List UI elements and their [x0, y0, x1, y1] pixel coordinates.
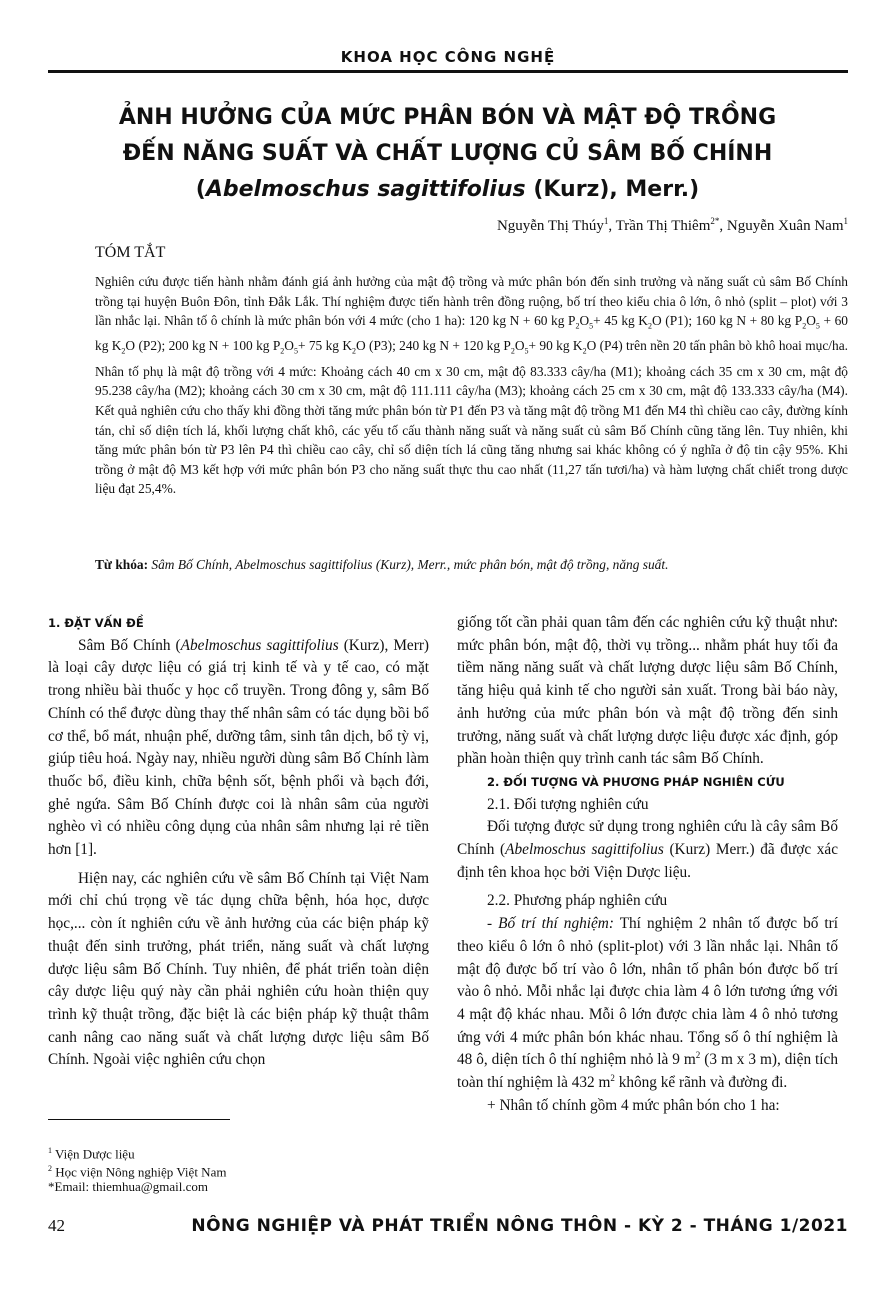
- intro-paragraph-3: giống tốt cần phải quan tâm đến các nghiên cứu kỹ thuật như: mức phân bón, mật độ, thời vụ trồng... nhằm phát huy tối đa tiềm năng năng suất và chất lượng dược liệu sâm Bố Chính, tăng hiệu quả kinh tế cho người sản xuất. Trong bài báo này, ảnh hưởng của mức phân bón và mật độ trồng đến sinh trưởng, năng suất và chất lượng dược liệu được xác định, góp phần hoàn thiện quy trình canh tác sâm Bố Chính.: [457, 614, 838, 768]
- materials-paragraph: Đối tượng được sử dụng trong nghiên cứu là cây sâm Bố Chính (Abelmoschus sagittifolius (Kurz) Merr.) đã được xác định tên khoa học bởi Viện Dược liệu.: [457, 818, 838, 881]
- section-header: KHOA HỌC CÔNG NGHỆ: [340, 48, 556, 66]
- left-column: [48, 612, 429, 1072]
- author-list: Nguyễn Thị Thúy$^1$, Trần Thị Thiêm$^{2*}$, Nguyễn Xuân Nam$^1$: [496, 216, 848, 234]
- abstract-text: Nghiên cứu được tiến hành nhằm đánh giá ảnh hưởng của mật độ trồng và mức phân bón đến sinh trưởng và năng suất củ sâm Bố Chính trồng tại huyện Buôn Đôn, tỉnh Đắk Lắk. Thí nghiệm được tiến hành trên đồng ruộng, bố trí theo kiểu chia ô lớn, ô nhỏ (split – plot) với 3 lần nhắc lại. Nhân tố ô chính là mức phân bón với 4 mức (cho 1 ha): 120 kg N + 60 kg $P_2O_5+ 45$ kg $K_2O$ (P1); 160 kg N + 80 kg $P_2O_5 + 60$ kg $K_2O$ (P2); 200 kg N + 100 kg $P_2O_5+ 75$ kg $K_2O$ (P3); 240 kg N + 120 kg $P_2O_5+ 90$ kg $K_2O$ (P4) trên nền 20 tấn phân bò khô hoai mục/ha. Nhân tố phụ là mật độ trồng với 4 mức: Khoảng cách 40 cm x 30 cm, mật độ 83.333 cây/ha (M1); khoảng cách 35 cm x 30 cm, mật độ 95.238 cây/ha (M2); khoảng cách 30 cm x 30 cm, mật độ 111.111 cây/ha (M3); khoảng cách 25 cm x 30 cm, mật độ 133.333 cây/ha (M4). Kết quả nghiên cứu cho thấy khi đồng thời tăng mức phân bón từ P1 đến P3 và tăng mật độ trồng M1 đến M4 thì chiều cao cây, đường kính tán, chỉ số diện tích lá, khối lượng chất khô, các yếu tố cấu thành năng suất và năng suất củ sâm Bố Chính cũng tăng lên. Tuy nhiên, khi tăng mức phân bón từ P3 lên P4 thì chiều cao cây, chỉ số diện tích lá cũng tăng nhưng sai khác không có ý nghĩa ở độ tin cậy 95%. Khi trồng ở mật độ M3 kết hợp với mức phân bón P3 cho năng suất thực thu cao nhất (11,27 tấn tươi/ha) và hàm lượng chất chiết trong dược liệu đạt 25,4%.: [95, 274, 849, 497]
- page-number: 42: [48, 1216, 65, 1235]
- keywords-label: Từ khóa:: [95, 557, 149, 572]
- footnote-2: $^2$ Học viện Nông nghiệp Việt Nam: [48, 1164, 227, 1180]
- design-paragraph: - Bố trí thí nghiệm: Thí nghiệm 2 nhân tố được bố trí theo kiểu ô lớn ô nhỏ (split-plot) với 3 lần nhắc lại. Nhân tố mật độ được bố trí vào ô lớn, nhân tố phân bón được bố trí vào ô nhỏ. Mỗi nhắc lại được chia làm 4 ô lớn tương ứng với 4 mật độ khác nhau. Mỗi ô lớn được chia làm 4 ô nhỏ tương ứng với 4 mức phân bón khác nhau. Tổng số ô thí nghiệm là 48 ô, diện tích ô thí nghiệm nhỏ là 9 $m^2$ (3 m x 3 m), diện tích toàn thí nghiệm là 432 $m^2$ không kể rãnh và đường đi.: [457, 915, 838, 1092]
- fertilizer-paragraph: + Nhân tố chính gồm 4 mức phân bón cho 1 ha:: [487, 1096, 780, 1114]
- journal-footer: NÔNG NGHIỆP VÀ PHÁT TRIỂN NÔNG THÔN - KỲ 2 - THÁNG 1/2021: [191, 1216, 848, 1236]
- author-2: Trần Thị Thiêm: [615, 218, 711, 234]
- keywords: [95, 557, 848, 573]
- footnote-1: $^1$ Viện Dược liệu: [48, 1146, 135, 1162]
- title-species: Abelmoschus sagittifolius: [205, 177, 526, 202]
- right-column: [457, 612, 838, 1117]
- heading-introduction: 1. ĐẶT VẤN ĐỀ: [48, 616, 144, 630]
- intro-paragraph-2: Hiện nay, các nghiên cứu về sâm Bố Chính tại Việt Nam mới chỉ chú trọng về tác dụng chữa bệnh, hóa học, dược học,... còn ít nghiên cứu về ảnh hưởng của các biện pháp kỹ thuật đến sinh trưởng, phát triển, năng suất và chất lượng dược liệu sâm Bố Chính. Tuy nhiên, để phát triển toàn diện cây dược liệu quý này cần phải nghiên cứu hoàn thiện quy trình kỹ thuật trồng, đặc biệt là các biện pháp kỹ thuật thâm canh nâng cao năng suất và chất lượng dược liệu sâm Bố Chính. Ngoài việc nghiên cứu chọn: [48, 869, 429, 1069]
- footnote-rule: [48, 1119, 230, 1120]
- author-3: Nguyễn Xuân Nam: [726, 218, 844, 234]
- heading-methods: 2. ĐỐI TƯỢNG VÀ PHƯƠNG PHÁP NGHIÊN CỨU: [487, 774, 785, 789]
- author-1: Nguyễn Thị Thúy: [496, 218, 604, 234]
- keywords-text: Sâm Bố Chính, Abelmoschus sagittifolius (Kurz), Merr., mức phân bón, mật độ trồng, năng suất.: [148, 557, 669, 572]
- abstract-heading: TÓM TẮT: [95, 244, 166, 261]
- intro-paragraph-1: Sâm Bố Chính (Abelmoschus sagittifolius (Kurz), Merr) là loại cây dược liệu có giá trị kinh tế và y tế cao, có mặt trong nhiều bài thuốc y học cổ truyền. Trong đông y, sâm Bố Chính có thể được dùng thay thế nhân sâm có tác dụng bồi bổ cơ thể, bổ mát, nhuận phế, dưỡng tâm, sinh tân dịch, bổ tỳ vị, giúp tiêu hoá. Ngày nay, nhiều người dùng sâm Bố Chính làm thuốc bổ, điều kinh, chữa bệnh sốt, bệnh phổi và bạch đới, ghẻ ngứa. Sâm Bố Chính được coi là nhân sâm của người nghèo vì có nhiều công dụng của nhân sâm nhưng lại rẻ tiền hơn [1].: [48, 636, 430, 859]
- heading-materials: 2.1. Đối tượng nghiên cứu: [487, 795, 649, 813]
- footnote-email: *Email: thiemhua@gmail.com: [48, 1179, 208, 1194]
- title-line-1: ẢNH HƯỞNG CỦA MỨC PHÂN BÓN VÀ MẬT ĐỘ TRỒNG: [118, 105, 777, 130]
- header-rule: [48, 70, 848, 73]
- title-line-2: ĐẾN NĂNG SUẤT VÀ CHẤT LƯỢNG CỦ SÂM BỐ CHÍNH: [122, 141, 773, 166]
- title-line-3: (Abelmoschus sagittifolius (Kurz), Merr.): [195, 177, 700, 202]
- heading-method-detail: 2.2. Phương pháp nghiên cứu: [487, 892, 668, 910]
